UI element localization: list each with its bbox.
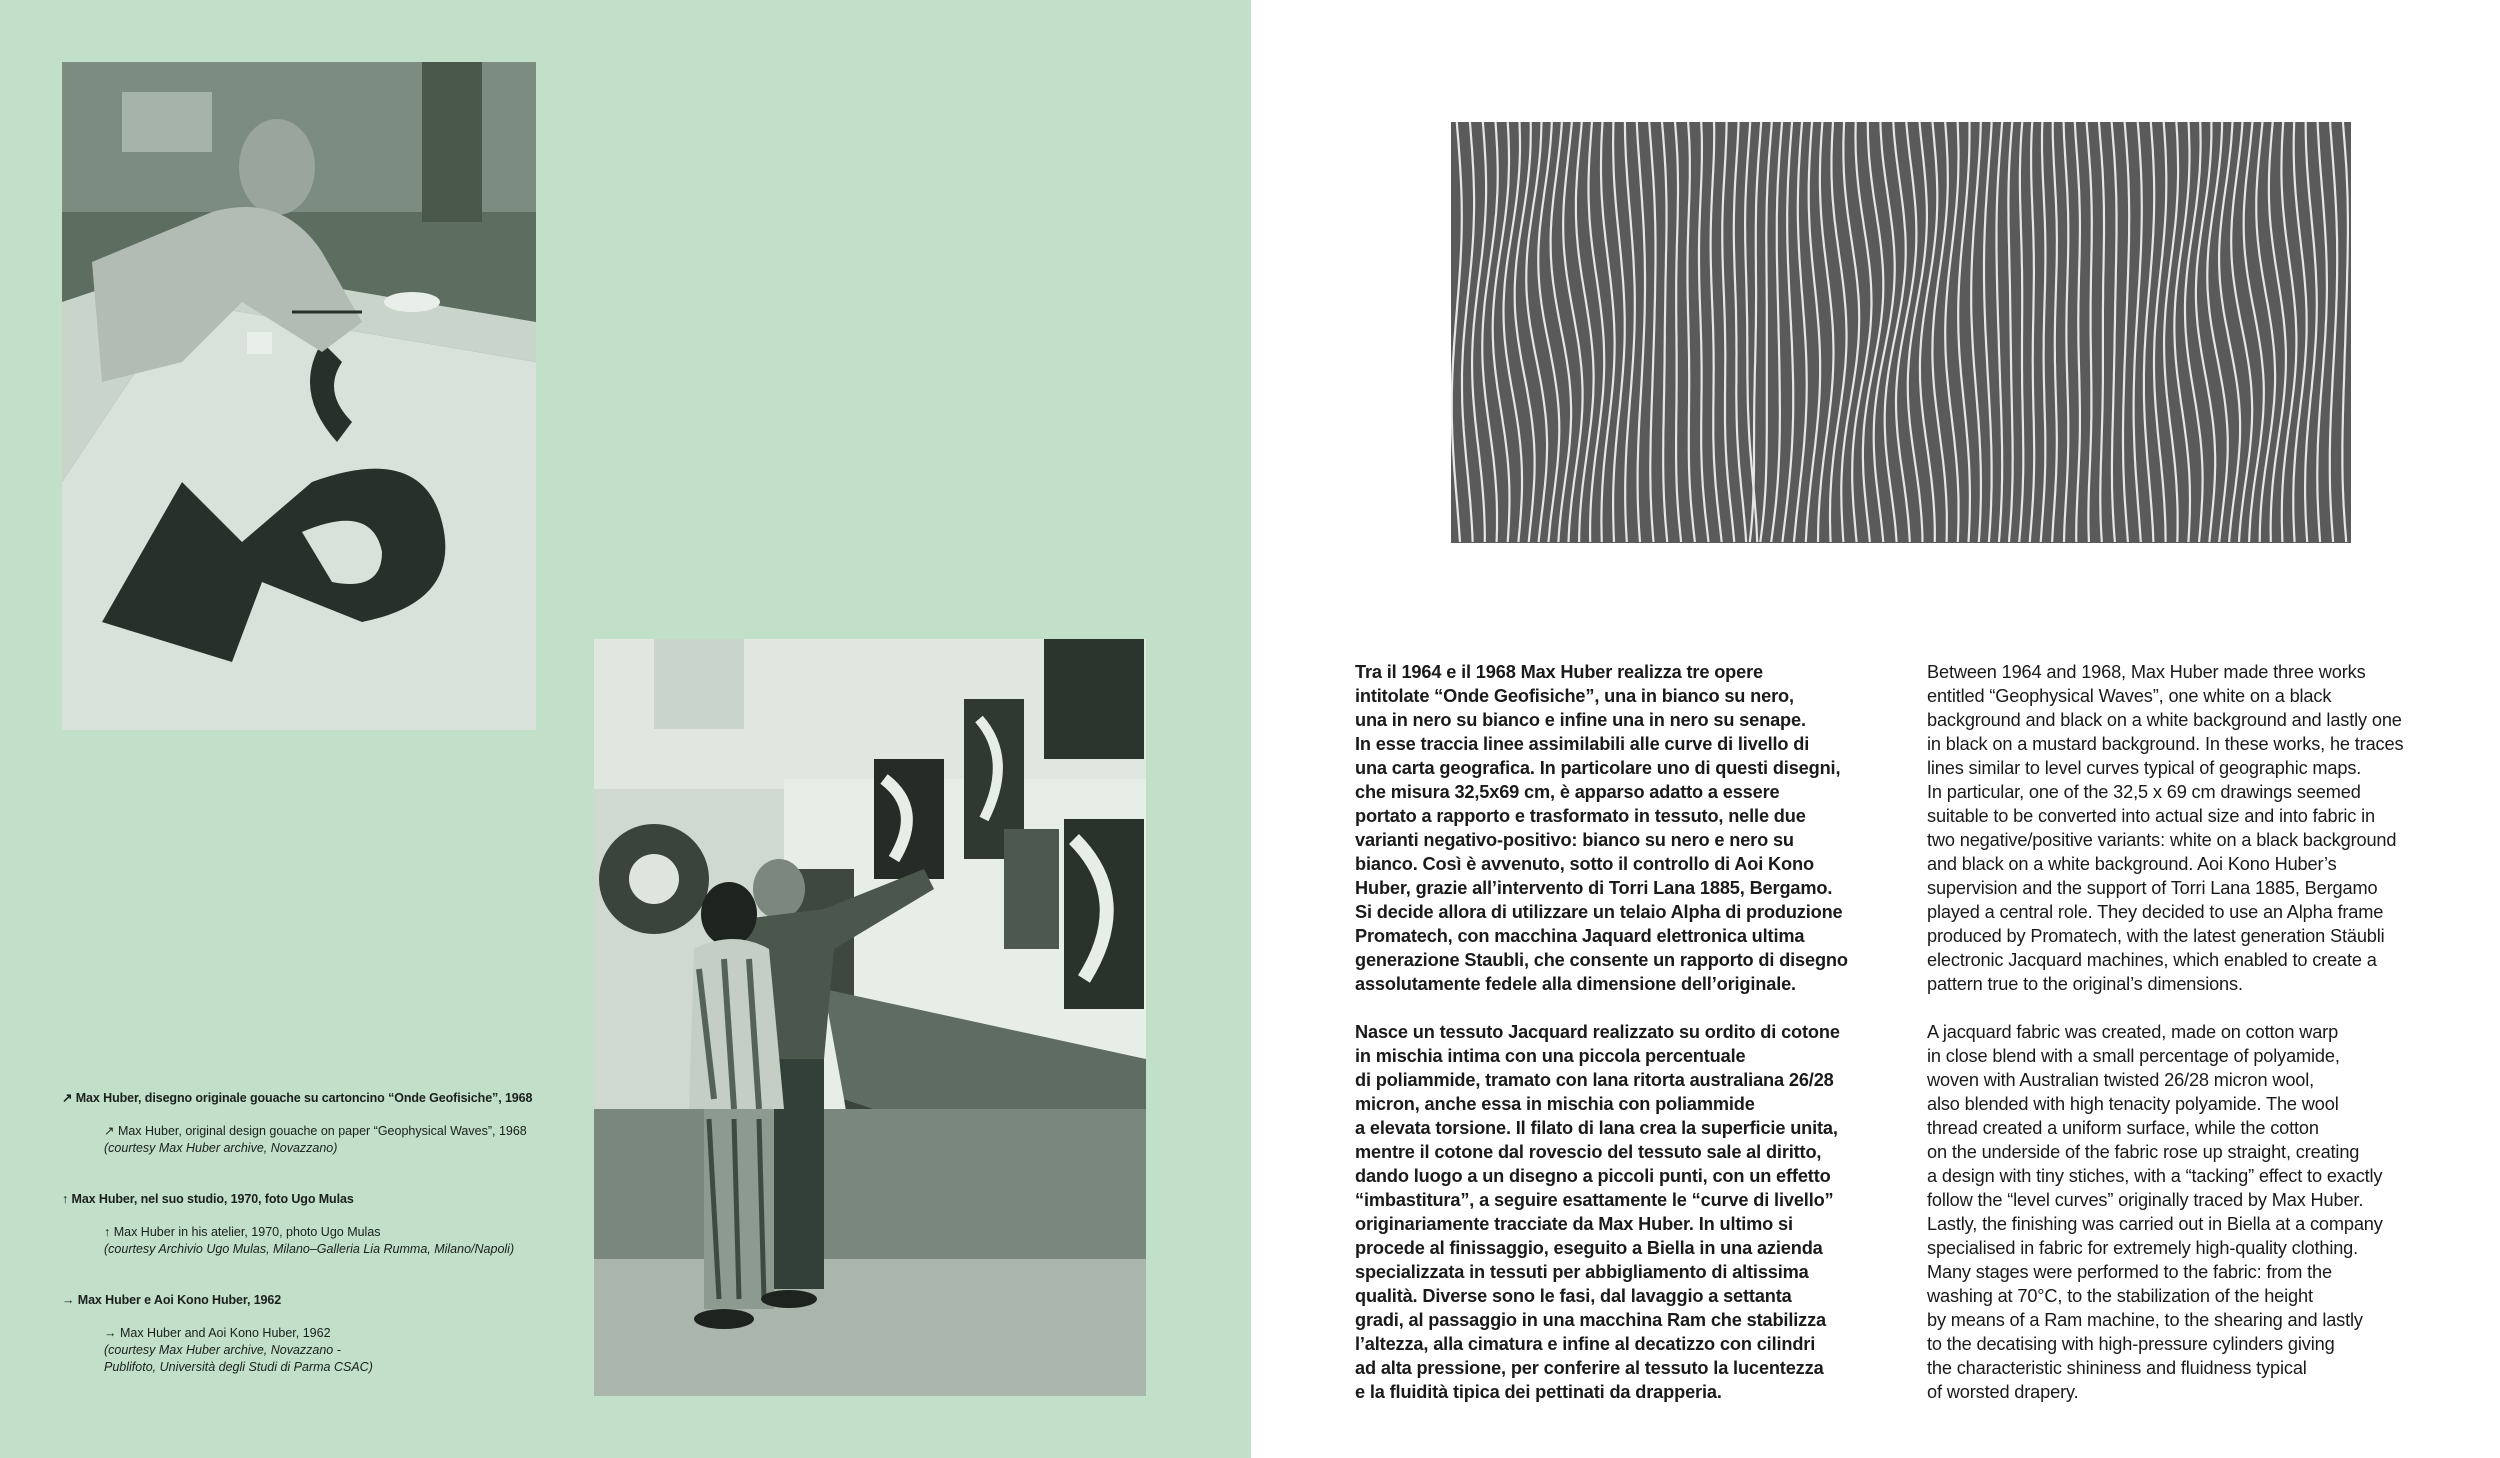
wave-line [2030, 122, 2034, 542]
wave-line [1711, 122, 1722, 542]
wave-line [1482, 122, 1497, 542]
wave-line [1551, 122, 1572, 542]
wave-line [2087, 122, 2092, 542]
wave-line [2330, 122, 2337, 542]
wave-line [1997, 122, 2003, 542]
wave-line [1699, 122, 1709, 542]
wave-line [2064, 122, 2069, 542]
caption-english-title: → Max Huber and Aoi Kono Huber, 1962 [104, 1326, 331, 1340]
wave-line [1958, 122, 1970, 542]
wave-line [1637, 122, 1645, 542]
wave-line [1750, 122, 1761, 542]
wave-line [1971, 122, 1981, 542]
wave-line [1734, 122, 1746, 542]
wave-line [1782, 122, 1793, 542]
caption-credit: (courtesy Max Huber archive, Novazzano - Publifoto, Università degli Studi di Parma CSAC) [104, 1343, 373, 1374]
wave-line [1841, 122, 1859, 542]
wave-line [2134, 122, 2142, 542]
wave-line [2099, 122, 2104, 542]
wave-line [1625, 122, 1635, 542]
wave-line [1984, 122, 1992, 542]
geophysical-waves-textile-image [1451, 122, 2351, 543]
caption-block [62, 1090, 582, 1157]
caption-block [62, 1292, 582, 1376]
wave-line [2008, 122, 2012, 542]
wave-line [1760, 122, 1772, 542]
caption-english [104, 1325, 582, 1376]
wave-line [1526, 122, 1547, 542]
wave-line [2144, 122, 2154, 542]
wave-line [2019, 122, 2023, 542]
photo-captions [62, 1090, 582, 1410]
caption-italian: ↑ Max Huber, nel suo studio, 1970, foto Ugo Mulas [62, 1192, 354, 1206]
wave-line [2052, 122, 2057, 542]
wave-line [2317, 122, 2327, 542]
wave-line [2207, 122, 2227, 542]
wave-line [1852, 122, 1871, 542]
wave-line [1908, 122, 1927, 542]
caption-english [104, 1123, 582, 1157]
wave-line [1863, 122, 1883, 542]
english-paragraph: Between 1964 and 1968, Max Huber made three works entitled “Geophysical Waves”, one white on a black background and black on a white background and lastly one in black on a mustard background. In these works, he traces lines similar to level curves typical of geographic maps. In particular, one of the 32,5 x 69 cm drawings seemed suitable to be converted into actual size and into fabric in two negative/positive variants: white on a black background and black on a white background. Aoi Kono Huber’s supervision and the support of Torri Lana 1885, Bergamo played a central role. They decided to use an Alpha frame produced by Promatech, with the latest generation Stäubli electronic Jacquard machines, which enabled to create a pattern true to the original’s dimensions. [1927, 662, 2404, 994]
caption-italian: ↗ Max Huber, disegno originale gouache su cartoncino “Onde Geofisiche”, 1968 [62, 1091, 533, 1105]
italian-paragraph: Nasce un tessuto Jacquard realizzato su ordito di cotone in mischia intima con una piccola percentuale di poliammide, tramato con lana ritorta australiana 26/28 micron, anche essa in mischia con poliammide a elevata torsione. Il filato di lana crea la superficie unita, mentre il cotone dal rovescio del tessuto sale al diritto, dando luogo a un disegno a piccoli punti, con un effetto “imbastitura”, a seguire esattamente le “curve di livello” originariamente tracciate da Max Huber. In ultimo si procede al finissaggio, eseguito a Biella in una azienda specializzata in tessuti per abbigliamento di altissima qualità. Diverse sono le fasi, dal lavaggio a settanta gradi, al passaggio in una macchina Ram che stabilizza l’altezza, alla cimatura e infine al decatizzo con cilindri ad alta pressione, per conferire al tessuto la lucentezza e la fluidità tipica dei pettinati da drapperia. [1355, 1022, 1840, 1402]
caption-english-title: ↑ Max Huber in his atelier, 1970, photo Ugo Mulas [104, 1225, 381, 1239]
wave-line [1688, 122, 1695, 542]
wave-line [1538, 122, 1559, 542]
wave-line [1662, 122, 1667, 542]
caption-english [104, 1224, 582, 1258]
caption-credit: (courtesy Archivio Ugo Mulas, Milano–Galleria Lia Rumma, Milano/Napoli) [104, 1242, 515, 1256]
wave-line [1576, 122, 1594, 542]
wave-line [1771, 122, 1782, 542]
wave-line [2342, 122, 2348, 542]
wave-line [2219, 122, 2240, 542]
wave-line [1722, 122, 1734, 542]
wave-line [2123, 122, 2129, 542]
english-text-column [1927, 660, 2467, 1428]
english-paragraph: A jacquard fabric was created, made on cotton warp in close blend with a small percentage of polyamide, woven with Australian twisted 26/28 micron wool, also blended with high tenacity polyamide. The wool thread created a uniform surface, while the cotton on the underside of the fabric rose up straight, creating a design with tiny stiches, with a “tacking” effect to exactly follow the “level curves” originally traced by Max Huber. Lastly, the finishing was carried out in Biella at a company specialised in fabric for extremely high-quality clothing. Many stages were performed to the fabric: from the washing at 70°C, to the stabilization of the height by means of a Ram machine, to the shearing and lastly to the decatising with high-pressure cylinders giving the characteristic shininess and fluidness typical of worsted drapery. [1927, 1022, 2383, 1402]
caption-italian: → Max Huber e Aoi Kono Huber, 1962 [62, 1293, 282, 1307]
caption-english-title: ↗ Max Huber, original design gouache on paper “Geophysical Waves”, 1968 [104, 1124, 527, 1138]
caption-block [62, 1191, 582, 1258]
wave-line [1806, 122, 1820, 542]
wave-line [1649, 122, 1655, 542]
wave-line [2075, 122, 2080, 542]
italian-text-column [1355, 660, 1875, 1428]
wave-line [1874, 122, 1895, 542]
italian-paragraph: Tra il 1964 e il 1968 Max Huber realizza tre opere intitolate “Onde Geofisiche”, una in bianco su nero, una in nero su bianco e infine una in nero su senape. In esse traccia linee assimilabili alle curve di livello di una carta geografica. In particolare uno di questi disegni, che misura 32,5x69 cm, è apparso adatto a essere portato a rapporto e trasformato in tessuto, nelle due varianti negativo-positivo: bianco su nero e nero su bianco. Così è avvenuto, sotto il controllo di Aoi Kono Huber, grazie all’intervento di Torri Lana 1885, Bergamo. Si decide allora di utilizzare un telaio Alpha di produzione Promatech, con macchina Jaquard elettronica ultima generazione Staubli, che consente un rapporto di disegno assolutamente fedele alla dimensione dell’originale. [1355, 662, 1848, 994]
photo-huber-and-aoi-kono [594, 639, 1146, 1396]
wave-line [2231, 122, 2252, 542]
photo-huber-drawing-letter-r [62, 62, 536, 730]
wave-line [2041, 122, 2046, 542]
wave-line [1794, 122, 1807, 542]
wave-line [2112, 122, 2117, 542]
wave-line [1675, 122, 1681, 542]
wave-line [1504, 122, 1523, 542]
wave-line [1452, 122, 1462, 542]
wave-line [1920, 122, 1937, 542]
caption-credit: (courtesy Max Huber archive, Novazzano) [104, 1141, 338, 1155]
